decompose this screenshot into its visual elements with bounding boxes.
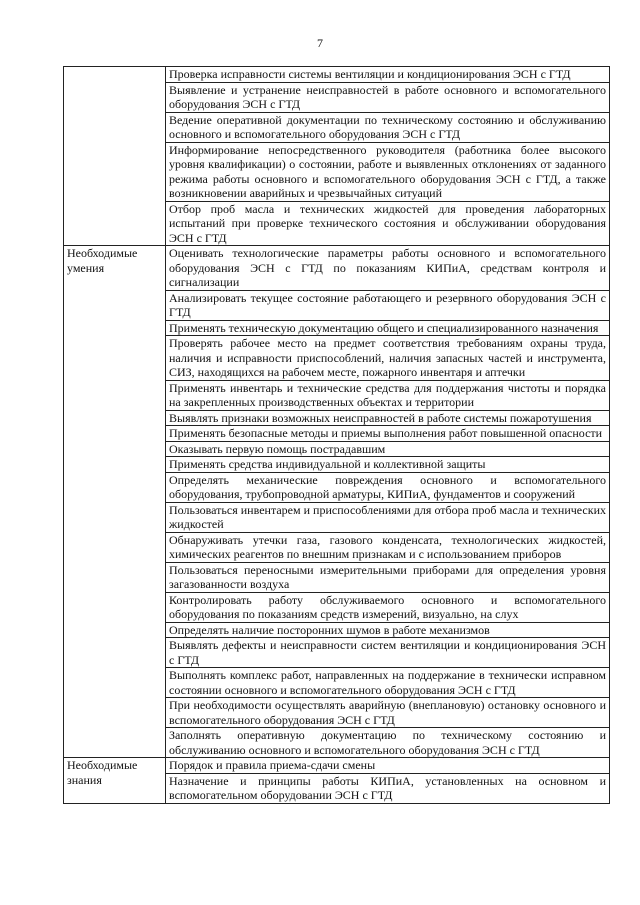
table-cell-item: Оценивать технологические параметры работы основного и вспомогательного оборудования ЭСН с ГТД по показаниям КИПиА, средствам контроля и сигнализации xyxy=(166,246,610,291)
table-cell-item: Выявлять признаки возможных неисправностей в работе системы пожаротушения xyxy=(166,410,610,426)
table-row xyxy=(64,67,610,83)
table-row xyxy=(64,758,610,774)
table-cell-item: Заполнять оперативную документацию по техническому состоянию и обслуживанию основного и вспомогательного оборудования ЭСН с ГТД xyxy=(166,728,610,758)
table-cell-item: Порядок и правила приема-сдачи смены xyxy=(166,758,610,774)
competency-table xyxy=(63,66,610,804)
section-label xyxy=(64,67,166,246)
section-label: Необходимые знания xyxy=(64,758,166,804)
table-cell-item: Пользоваться переносными измерительными приборами для определения уровня загазованности воздуха xyxy=(166,562,610,592)
table-cell-item: Выявление и устранение неисправностей в работе основного и вспомогательного оборудования ЭСН с ГТД xyxy=(166,82,610,112)
table-cell-item: Обнаруживать утечки газа, газового конденсата, технологических жидкостей, химических реагентов по внешним признакам и с использованием приборов xyxy=(166,532,610,562)
table-cell-item: Отбор проб масла и технических жидкостей для проведения лабораторных испытаний при проверке технического состояния и обслуживании оборудования ЭСН с ГТД xyxy=(166,201,610,246)
table-cell-item: Пользоваться инвентарем и приспособлениями для отбора проб масла и технических жидкостей xyxy=(166,502,610,532)
table-cell-item: Применять техническую документацию общего и специализированного назначения xyxy=(166,320,610,336)
page-number: 7 xyxy=(317,36,323,50)
table-cell-item: Определять механические повреждения основного и вспомогательного оборудования, трубопроводной арматуры, КИПиА, фундаментов и сооружений xyxy=(166,472,610,502)
table-cell-item: Оказывать первую помощь пострадавшим xyxy=(166,441,610,457)
table-cell-item: Применять безопасные методы и приемы выполнения работ повышенной опасности xyxy=(166,426,610,442)
table-cell-item: Контролировать работу обслуживаемого основного и вспомогательного оборудования по показаниям средств измерений, визуально, на слух xyxy=(166,592,610,622)
table-cell-item: Применять средства индивидуальной и коллективной защиты xyxy=(166,457,610,473)
table-cell-item: Применять инвентарь и технические средства для поддержания чистоты и порядка на закрепленных производственных объектах и территории xyxy=(166,380,610,410)
table-cell-item: Назначение и принципы работы КИПиА, установленных на основном и вспомогательном оборудовании ЭСН с ГТД xyxy=(166,773,610,803)
table-cell-item: Выполнять комплекс работ, направленных на поддержание в технически исправном состоянии основного и вспомогательного оборудования ЭСН с ГТД xyxy=(166,668,610,698)
table-cell-item: Выявлять дефекты и неисправности систем вентиляции и кондиционирования ЭСН с ГТД xyxy=(166,638,610,668)
table-cell-item: Анализировать текущее состояние работающего и резервного оборудования ЭСН с ГТД xyxy=(166,290,610,320)
table-cell-item: Определять наличие посторонних шумов в работе механизмов xyxy=(166,622,610,638)
table-cell-item: Проверять рабочее место на предмет соответствия требованиям охраны труда, наличия и исправности приспособлений, наличия запасных частей и инструмента, СИЗ, находящихся на рабочем месте, пожарного инвентаря и аптечки xyxy=(166,336,610,381)
table-cell-item: Проверка исправности системы вентиляции и кондиционирования ЭСН с ГТД xyxy=(166,67,610,83)
table-cell-item: При необходимости осуществлять аварийную (внеплановую) остановку основного и вспомогательного оборудования ЭСН с ГТД xyxy=(166,698,610,728)
section-label: Необходимые умения xyxy=(64,246,166,758)
table-cell-item: Информирование непосредственного руководителя (работника более высокого уровня квалификации) о состоянии, работе и выявленных отклонениях от заданного режима работы основного и вспомогательного оборудования ЭСН с ГТД, а также возникновении аварийных и чрезвычайных ситуаций xyxy=(166,142,610,201)
table-cell-item: Ведение оперативной документации по техническому состоянию и обслуживанию основного и вспомогательного оборудования ЭСН с ГТД xyxy=(166,112,610,142)
table-row xyxy=(64,246,610,291)
